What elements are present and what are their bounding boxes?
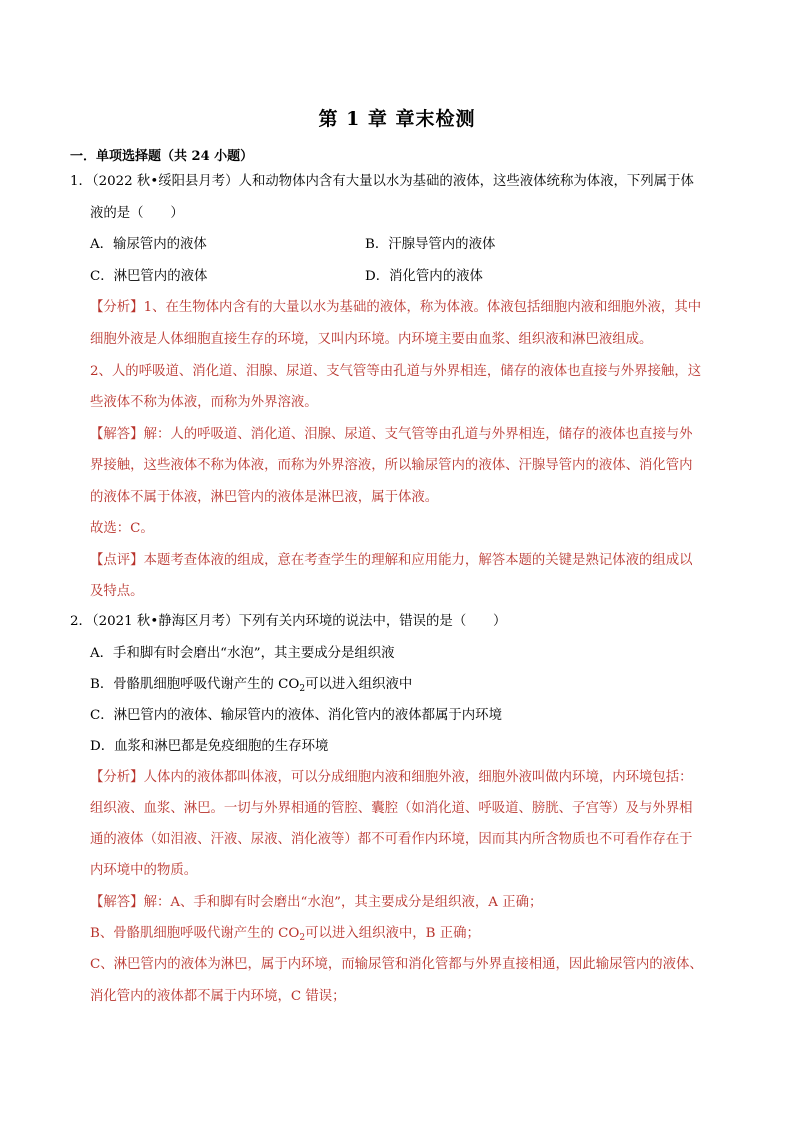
q2-option-c: C．淋巴管内的液体、输尿管内的液体、消化管内的液体都属于内环境 bbox=[90, 708, 502, 723]
q2-answer-2-post: 可以进入组织液中，B 正确； bbox=[305, 926, 480, 941]
page-title: 第 1 章 章末检测 bbox=[318, 108, 476, 130]
q2-answer-line-4: 消化管内的液体都不属于内环境，C 错误； bbox=[90, 989, 346, 1004]
q1-stem-line-1: 1．（2022 秋•绥阳县月考）人和动物体内含有大量以水为基础的液体，这些液体统称为体液，下列属于体 bbox=[70, 174, 694, 189]
q1-answer-text-1: 解：人的呼吸道、消化道、泪腺、尿道、支气管等由孔道与外界相连，储存的液体也直接与外 bbox=[143, 427, 693, 442]
q2-option-d: D．血浆和淋巴都是免疫细胞的生存环境 bbox=[90, 739, 329, 754]
q1-answer-line-1 bbox=[90, 425, 693, 445]
q1-option-c: C．淋巴管内的液体 bbox=[90, 269, 208, 284]
q2-option-b-pre: B．骨骼肌细胞呼吸代谢产生的 CO bbox=[90, 677, 300, 692]
q2-option-b bbox=[90, 675, 412, 695]
section-heading: 一．单项选择题（共 24 小题） bbox=[70, 149, 254, 164]
q1-option-d: D．消化管内的液体 bbox=[365, 269, 483, 284]
q1-comment-line-1 bbox=[90, 551, 693, 571]
q1-choice: 故选：C。 bbox=[90, 521, 154, 536]
q1-comment-text-1: 本题考查体液的组成，意在考查学生的理解和应用能力，解答本题的关键是熟记体液的组成以 bbox=[143, 553, 693, 568]
q2-analysis-line-1 bbox=[90, 768, 693, 788]
q1-analysis-text-1: 1、在生物体内含有的大量以水为基础的液体，称为体液。体液包括细胞内液和细胞外液，其中 bbox=[143, 300, 702, 315]
q2-answer-2-sub: 2 bbox=[299, 933, 306, 943]
q2-analysis-line-2: 组织液、血浆、淋巴。一切与外界相通的管腔、囊腔（如消化道、呼吸道、膀胱、子宫等）及与外界相 bbox=[90, 801, 693, 816]
q1-analysis-tag: 【分析】 bbox=[90, 300, 144, 315]
q1-comment-tag: 【点评】 bbox=[90, 553, 144, 568]
q1-stem-line-2: 液的是（ ） bbox=[90, 206, 184, 221]
q2-analysis-text-1: 人体内的液体都叫体液，可以分成细胞内液和细胞外液，细胞外液叫做内环境，内环境包括： bbox=[143, 770, 693, 785]
q2-answer-2-pre: B、骨骼肌细胞呼吸代谢产生的 CO bbox=[90, 926, 300, 941]
q2-answer-line-2 bbox=[90, 924, 480, 944]
q1-option-b: B．汗腺导管内的液体 bbox=[365, 237, 496, 252]
q1-answer-tag: 【解答】 bbox=[90, 427, 144, 442]
q2-answer-line-1 bbox=[90, 893, 542, 913]
q1-option-a: A．输尿管内的液体 bbox=[90, 237, 207, 252]
q2-option-b-post: 可以进入组织液中 bbox=[305, 677, 413, 692]
q1-answer-line-3: 的液体不属于体液，淋巴管内的液体是淋巴液，属于体液。 bbox=[90, 490, 439, 505]
q2-analysis-line-3: 通的液体（如泪液、汗液、尿液、消化液等）都不可看作内环境，因而其内所含物质也不可看作存在于 bbox=[90, 832, 693, 847]
q1-analysis-line-2: 细胞外液是人体细胞直接生存的环境，又叫内环境。内环境主要由血浆、组织液和淋巴液组成。 bbox=[90, 332, 653, 347]
q2-analysis-line-4: 内环境中的物质。 bbox=[90, 863, 198, 878]
q1-analysis-line-3: 2、人的呼吸道、消化道、泪腺、尿道、支气管等由孔道与外界相连，储存的液体也直接与外界接触，这 bbox=[90, 364, 702, 379]
q2-option-b-sub: 2 bbox=[299, 684, 306, 694]
q2-analysis-tag: 【分析】 bbox=[90, 770, 144, 785]
q1-answer-line-2: 界接触，这些液体不称为体液，而称为外界溶液，所以输尿管内的液体、汗腺导管内的液体、消化管内 bbox=[90, 458, 693, 473]
q1-analysis-line-4: 些液体不称为体液，而称为外界溶液。 bbox=[90, 395, 318, 410]
q1-comment-line-2: 及特点。 bbox=[90, 584, 144, 599]
q2-answer-tag: 【解答】 bbox=[90, 895, 144, 910]
q1-analysis-line-1 bbox=[90, 298, 701, 318]
q2-answer-line-3: C、淋巴管内的液体为淋巴，属于内环境，而输尿管和消化管都与外界直接相通，因此输尿管内的液体、 bbox=[90, 957, 703, 972]
q2-answer-text-1: 解：A、手和脚有时会磨出“水泡”，其主要成分是组织液，A 正确； bbox=[143, 895, 543, 910]
q2-stem: 2．（2021 秋•静海区月考）下列有关内环境的说法中，错误的是（ ） bbox=[70, 614, 507, 629]
q2-option-a: A．手和脚有时会磨出“水泡”，其主要成分是组织液 bbox=[90, 646, 395, 661]
